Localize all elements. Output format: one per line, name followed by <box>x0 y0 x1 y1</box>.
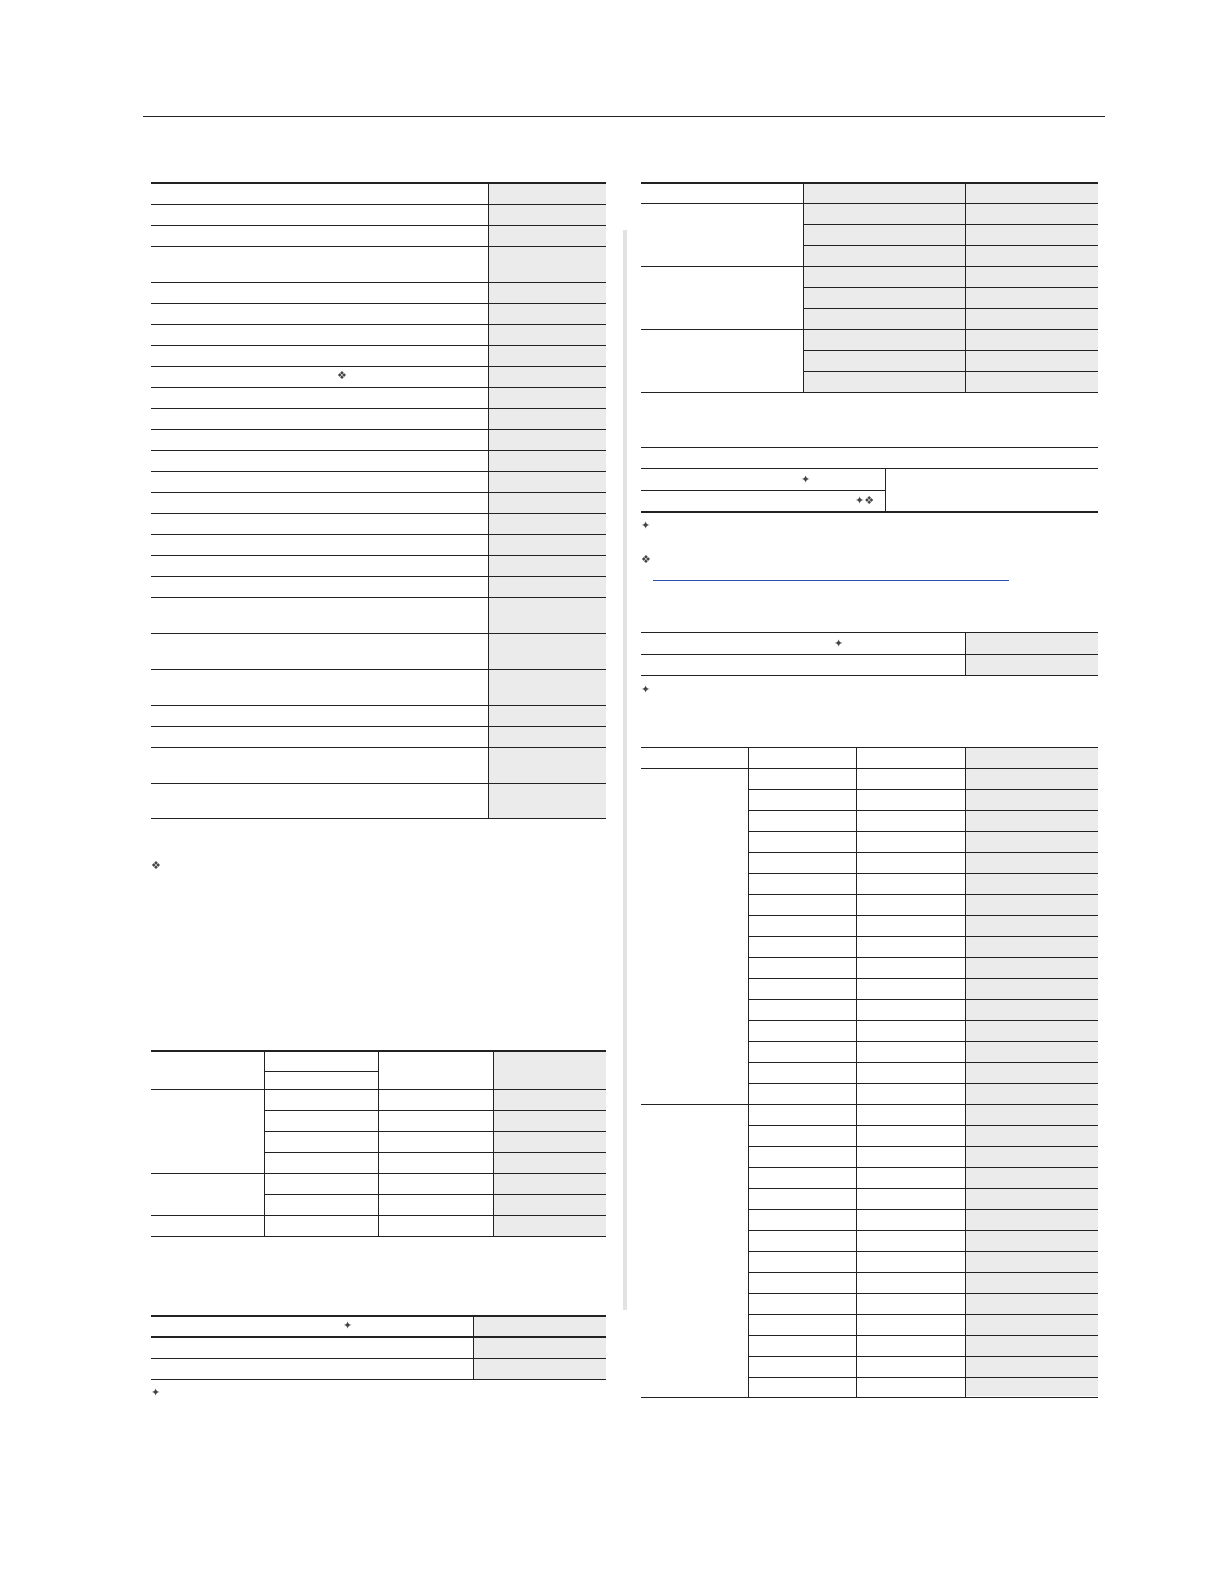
table-row-rule <box>151 669 606 670</box>
table-top-rule <box>641 632 1098 633</box>
table-row-rule <box>749 1167 1098 1168</box>
table-row-rule <box>151 345 606 346</box>
spec-table-left-shaded-column <box>489 183 606 819</box>
table-row-rule <box>749 1041 1098 1042</box>
grouped-table-right-shaded-block <box>804 183 1098 393</box>
table-row-rule <box>151 225 606 226</box>
table-row-rule <box>749 1377 1098 1378</box>
table-row-rule <box>151 597 606 598</box>
table-row-rule <box>749 852 1098 853</box>
table-row-rule <box>265 1194 606 1195</box>
table-bottom-rule <box>151 1236 606 1237</box>
table-row-rule <box>804 308 1098 309</box>
table-row-rule <box>265 1152 606 1153</box>
table-row-rule <box>151 513 606 514</box>
table-row-rule <box>749 789 1098 790</box>
star-diamond-row-marker-icon: ✦❖ <box>855 494 875 507</box>
table-row-rule <box>265 1071 378 1072</box>
table-row-rule <box>641 490 885 491</box>
table-top-rule <box>151 182 606 184</box>
table-group-rule <box>641 1104 1098 1105</box>
table-column-rule <box>856 748 857 1397</box>
table-top-rule <box>151 1315 606 1317</box>
table-row-rule <box>265 1110 606 1111</box>
table-header-rule <box>151 1336 606 1338</box>
table-row-rule <box>151 783 606 784</box>
table-bottom-rule <box>151 1379 606 1380</box>
table-row-rule <box>265 1131 606 1132</box>
table-row-rule <box>151 1358 606 1359</box>
table-row-rule <box>749 1314 1098 1315</box>
table-row-rule <box>641 329 1098 330</box>
table-row-rule <box>151 387 606 388</box>
table-row-rule <box>151 408 606 409</box>
table-column-rule <box>473 1316 474 1379</box>
table-row-rule <box>151 576 606 577</box>
column-divider <box>623 230 627 1310</box>
spec-table-left-column-divider <box>488 183 489 819</box>
table-row-rule <box>151 366 606 367</box>
table-row-rule <box>749 1293 1098 1294</box>
table-row-rule <box>749 1062 1098 1063</box>
table-row-rule <box>151 555 606 556</box>
star-row-marker-icon: ✦ <box>801 473 811 486</box>
table-row-rule <box>151 246 606 247</box>
table-column-rule <box>748 748 749 1397</box>
diamond-footnote-icon: ❖ <box>641 553 651 566</box>
table-row-rule <box>749 999 1098 1000</box>
table-row-rule <box>151 471 606 472</box>
table-row-rule <box>749 873 1098 874</box>
star-footnote-icon: ✦ <box>641 683 651 696</box>
table-row-rule <box>804 224 1098 225</box>
grouped-table-left-shaded-column <box>494 1051 606 1236</box>
table-row-rule <box>804 245 1098 246</box>
table-column-rule <box>965 633 966 675</box>
table-row-rule <box>749 957 1098 958</box>
table-row-rule <box>749 1083 1098 1084</box>
table-row-rule <box>151 450 606 451</box>
table-row-rule <box>151 324 606 325</box>
table-row-rule <box>641 654 1098 655</box>
table-column-rule <box>264 1051 265 1236</box>
table-row-rule <box>151 492 606 493</box>
table-row-rule <box>749 810 1098 811</box>
table-bottom-rule <box>641 675 1098 676</box>
table-row-rule <box>749 1335 1098 1336</box>
table-row-rule <box>749 1020 1098 1021</box>
table-column-rule <box>493 1051 494 1236</box>
table-row-rule <box>641 203 1098 204</box>
table-row-rule <box>749 1146 1098 1147</box>
small-table-left-shaded-column <box>474 1316 606 1379</box>
table-top-rule <box>641 747 1098 748</box>
table-row-rule <box>749 978 1098 979</box>
table-row-rule <box>151 204 606 205</box>
table-row-rule <box>749 1188 1098 1189</box>
table-column-rule <box>378 1051 379 1236</box>
table-row-rule <box>804 371 1098 372</box>
table-row-rule <box>749 1125 1098 1126</box>
table-top-rule <box>641 447 1098 448</box>
table-column-rule <box>885 469 886 511</box>
table-row-rule <box>749 915 1098 916</box>
diamond-footnote-marker-icon: ❖ <box>337 369 347 382</box>
table-header-rule <box>641 768 1098 769</box>
table-column-rule <box>965 748 966 1397</box>
table-row-rule <box>804 287 1098 288</box>
table-row-rule <box>151 303 606 304</box>
table-header-rule <box>641 468 1098 469</box>
star-footnote-icon: ✦ <box>641 519 651 532</box>
table-row-rule <box>151 282 606 283</box>
table-row-rule <box>749 936 1098 937</box>
table-row-rule <box>749 894 1098 895</box>
table-row-rule <box>749 1209 1098 1210</box>
table-row-rule <box>151 429 606 430</box>
table-row-rule <box>641 266 1098 267</box>
table-top-rule <box>641 182 1098 184</box>
table-bottom-rule <box>641 392 1098 393</box>
table-column-rule <box>803 183 804 393</box>
table-row-rule <box>151 747 606 748</box>
table-row-rule <box>749 1251 1098 1252</box>
star-header-marker-icon: ✦ <box>834 637 844 650</box>
table-bottom-rule <box>151 818 606 819</box>
table-row-rule <box>151 726 606 727</box>
page-header-rule <box>143 116 1105 117</box>
table-row-rule <box>749 831 1098 832</box>
diamond-footnote-icon: ❖ <box>151 859 161 872</box>
footnote-hyperlink[interactable] <box>653 580 1009 581</box>
long-table-right-shaded-column <box>966 748 1098 1396</box>
table-row-rule <box>151 705 606 706</box>
star-footnote-icon: ✦ <box>151 1386 161 1399</box>
table-row-rule <box>151 534 606 535</box>
table-row-rule <box>749 1230 1098 1231</box>
table-bottom-rule <box>641 1397 1098 1398</box>
table-bottom-rule <box>641 511 1098 513</box>
table-row-rule <box>749 1272 1098 1273</box>
table-row-rule <box>151 633 606 634</box>
table-row-rule <box>804 350 1098 351</box>
table-column-rule <box>965 183 966 393</box>
star-header-marker-icon: ✦ <box>343 1319 353 1332</box>
table-row-rule <box>749 1356 1098 1357</box>
